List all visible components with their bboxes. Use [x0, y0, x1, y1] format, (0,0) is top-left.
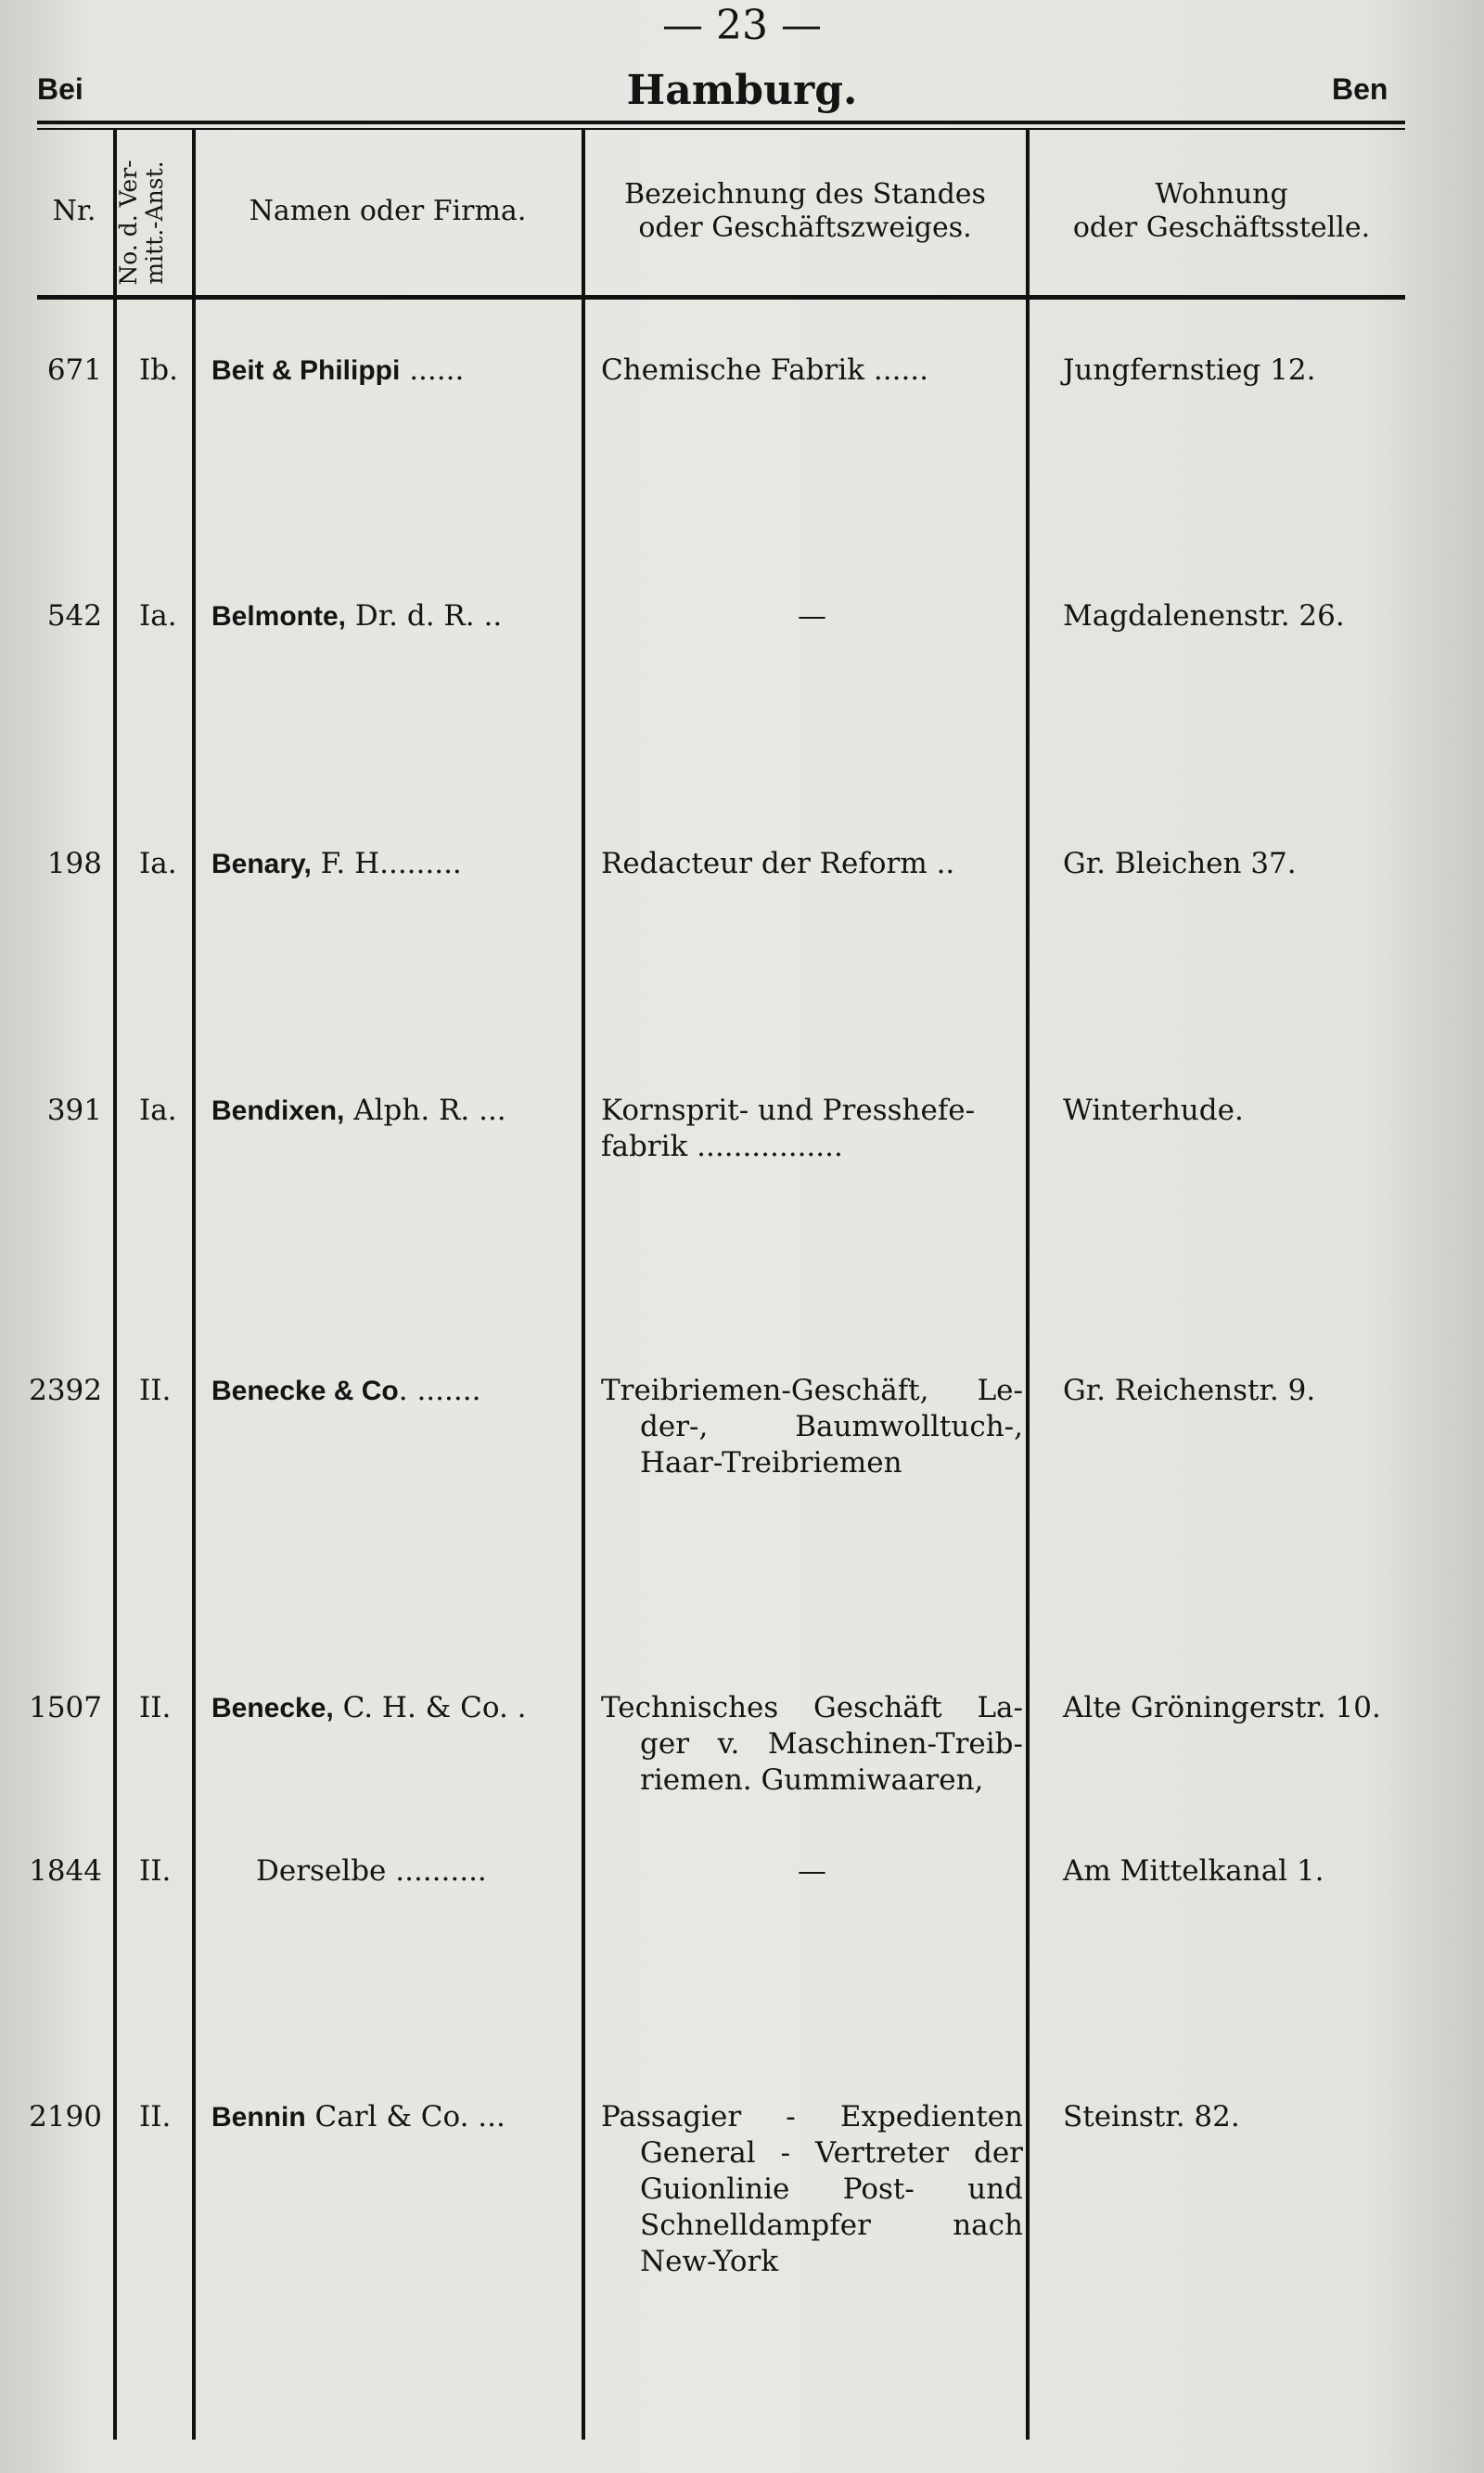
business-line: — [798, 599, 826, 633]
entry-name [211, 1690, 573, 1726]
entry-business [601, 1853, 1023, 1890]
business-line: General - Vertreter der [640, 2136, 1023, 2170]
entry-name [211, 846, 573, 882]
entry-name [211, 1373, 573, 1409]
entry-name-rest: Carl & Co. ... [305, 2100, 505, 2133]
entry-number: 1844 [29, 1854, 102, 1888]
entry-name-bold: Benecke & Co [211, 1376, 399, 1406]
entry-business [601, 1690, 1023, 1799]
running-head-right: Ben [1332, 72, 1388, 106]
entry-name-bold: Bennin [211, 2102, 306, 2133]
business-line: Haar-Treibriemen [640, 1446, 902, 1480]
entry-class: Ia. [139, 1094, 177, 1127]
entry-business [601, 846, 1023, 882]
business-line: — [798, 1854, 826, 1888]
entry-name [211, 1853, 618, 1890]
entry-name [211, 598, 573, 634]
column-header-rule [37, 295, 1405, 300]
entry-name-bold: Belmonte, [211, 601, 347, 632]
business-line: Redacteur der Reform .. [601, 847, 955, 880]
entry-number: 2392 [29, 1374, 102, 1407]
entry-name-bold: Beit & Philippi [211, 355, 401, 386]
entry-name [211, 1093, 573, 1129]
entry-class: Ia. [139, 847, 177, 880]
column-header-address [1031, 178, 1412, 245]
entry-name [211, 352, 573, 389]
entry-address: Am Mittelkanal 1. [1063, 1854, 1324, 1888]
business-header-line-2: oder Geschäftszweiges. [638, 211, 972, 244]
entry-class: Ib. [139, 353, 178, 387]
vermitt-line-1: No. d. Ver- [115, 160, 142, 286]
entry-address: Steinstr. 82. [1063, 2100, 1240, 2133]
business-line: fabrik ................ [601, 1130, 843, 1163]
entry-address: Gr. Bleichen 37. [1063, 847, 1297, 880]
business-line: riemen. Gummiwaaren, [640, 1763, 984, 1797]
business-line: der-, Baumwolltuch-, [640, 1410, 1023, 1443]
business-line: Schnelldampfer nach [640, 2209, 1023, 2242]
column-divider-4 [1026, 130, 1030, 2440]
entry-name-rest: F. H......... [311, 847, 462, 880]
entry-class: II. [139, 1691, 172, 1724]
entry-number: 542 [46, 599, 102, 633]
entry-class: II. [139, 2100, 172, 2133]
header-rule-top [37, 121, 1405, 124]
column-divider-2 [192, 130, 196, 2440]
entry-name-rest: ...... [400, 353, 465, 387]
entry-address: Gr. Reichenstr. 9. [1063, 1374, 1316, 1407]
entry-address: Winterhude. [1063, 1094, 1244, 1127]
entry-business [601, 2099, 1023, 2280]
entry-name-bold: Benecke, [211, 1693, 334, 1723]
header-rule-thin [37, 128, 1405, 130]
column-header-business [586, 178, 1024, 245]
entry-name-bold: Benary, [211, 849, 312, 879]
column-divider-3 [582, 130, 585, 2440]
entry-class: Ia. [139, 599, 177, 633]
address-header-line-2: oder Geschäftsstelle. [1072, 211, 1371, 244]
entry-address: Magdalenenstr. 26. [1063, 599, 1345, 633]
running-head-left: Bei [37, 72, 83, 106]
entry-number: 2190 [29, 2100, 102, 2133]
entry-business [601, 1093, 1023, 1165]
entry-name-rest: Alph. R. ... [344, 1094, 506, 1127]
entry-number: 198 [46, 847, 102, 880]
business-line: New-York [640, 2245, 779, 2278]
entry-address: Jungfernstieg 12. [1063, 353, 1316, 387]
entry-name-rest: . ....... [398, 1374, 481, 1407]
entry-number: 1507 [29, 1691, 102, 1724]
entry-number: 391 [46, 1094, 102, 1127]
entry-name [211, 2099, 573, 2135]
entry-address: Alte Gröningerstr. 10. [1063, 1691, 1381, 1724]
business-line: Guionlinie Post- und [640, 2172, 1023, 2206]
entry-class: II. [139, 1374, 172, 1407]
business-line: Treibriemen-Geschäft, Le- [601, 1374, 1023, 1407]
entry-name-rest: Dr. d. R. .. [346, 599, 503, 633]
entry-business [601, 352, 1023, 389]
entry-business [601, 1373, 1023, 1481]
entry-number: 671 [46, 353, 102, 387]
entry-name-rest: Derselbe .......... [256, 1854, 487, 1888]
city-title: Hamburg. [626, 67, 858, 114]
vermitt-line-2: mitt.-Anst. [141, 160, 168, 285]
entry-name-bold: Bendixen, [211, 1096, 345, 1126]
entry-class: II. [139, 1854, 172, 1888]
business-line: Chemische Fabrik ...... [601, 353, 929, 387]
business-line: Kornsprit- und Presshefe- [601, 1094, 976, 1127]
column-header-name: Namen oder Firma. [249, 195, 527, 227]
column-divider-1 [113, 130, 117, 2440]
business-line: ger v. Maschinen-Treib- [640, 1727, 1023, 1761]
business-line: Passagier - Expedienten [601, 2100, 1023, 2133]
entry-name-rest: C. H. & Co. . [333, 1691, 527, 1724]
column-header-vermitt [116, 153, 190, 292]
entry-business [601, 598, 1023, 634]
business-header-line-1: Bezeichnung des Standes [624, 178, 986, 211]
page-number: — 23 — [662, 2, 822, 49]
column-header-nr: Nr. [52, 195, 96, 227]
address-header-line-1: Wohnung [1155, 178, 1288, 211]
business-line: Technisches Geschäft La- [601, 1691, 1023, 1724]
